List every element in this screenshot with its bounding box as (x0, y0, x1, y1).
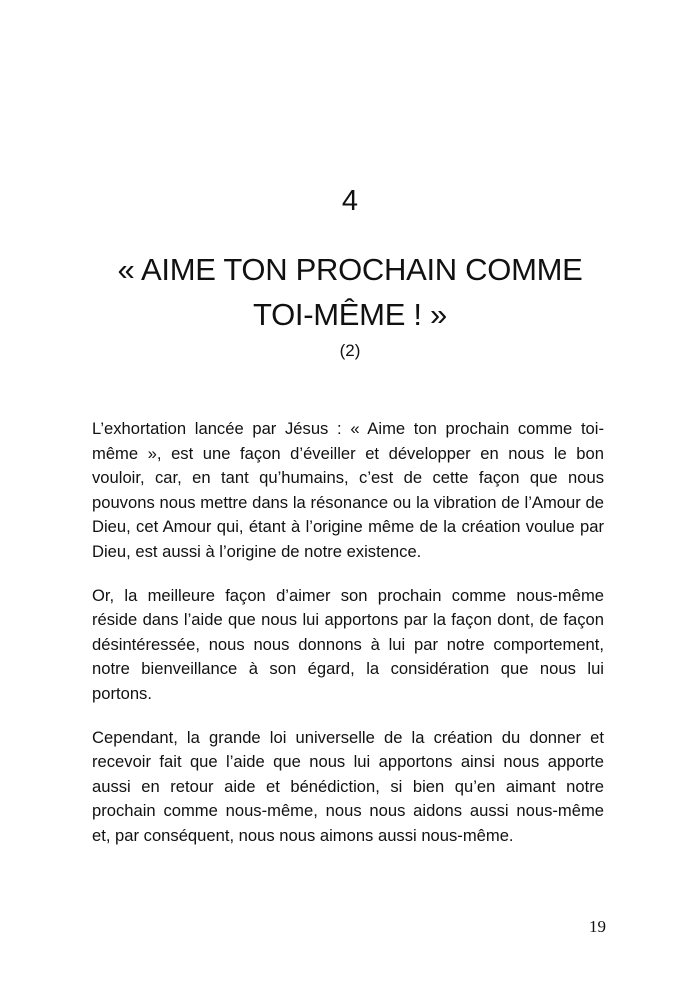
page-number: 19 (589, 917, 606, 936)
chapter-title-line-1: « AIME TON PROCHAIN COMME (117, 252, 583, 287)
paragraph-1: L’exhortation lancée par Jésus : « Aime ton prochain comme toi-même », est une façon d’éveiller et développer en nous le bon vouloir, car, en tant qu’humains, c’est de cette façon que nous pouvons nous mettre dans la résonance ou la vibration de l’Amour de Dieu, cet Amour qui, étant à l’origine même de la création voulue par Dieu, est aussi à l’origine de notre existence. (92, 419, 604, 561)
chapter-title-line-2: TOI-MÊME ! » (253, 297, 447, 332)
chapter-part-label: (2) (339, 341, 361, 360)
chapter-title (80, 247, 620, 337)
paragraph-2: Or, la meilleure façon d’aimer son prochain comme nous-même réside dans l’aide que nous lui apportons par la façon dont, de façon désintéressée, nous nous donnons à lui par notre comportement, notre bienveillance à son égard, la considération que nous lui portons. (92, 585, 604, 703)
body-text (92, 417, 604, 868)
paragraph-3: Cependant, la grande loi universelle de la création du donner et recevoir fait que l’aide que nous lui apportons ainsi nous apporte aussi en retour aide et bénédiction, si bien qu’en aimant notre prochain comme nous-même, nous nous aidons aussi nous-même et, par conséquent, nous nous aimons aussi nous-même. (92, 727, 604, 845)
chapter-number: 4 (341, 185, 359, 217)
